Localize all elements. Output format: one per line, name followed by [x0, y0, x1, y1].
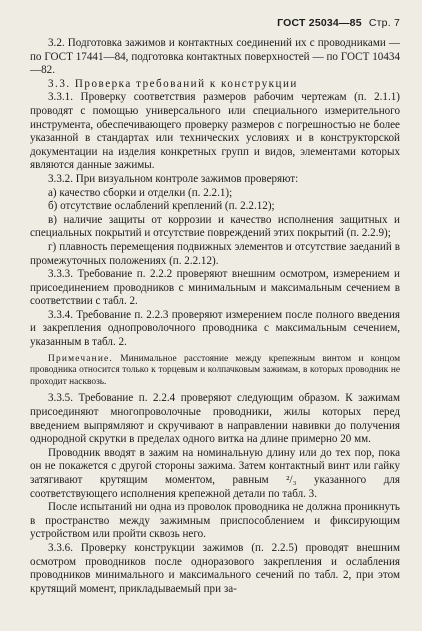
list-item-a: а) качество сборки и отделки (п. 2.2.1); [48, 186, 233, 199]
paragraph-3-3-6: 3.3.6. Проверку конструкции зажимов (п. 2.2.5) проводят внешним осмотром проводников после одноразового закрепления и ослабления проводников минимального и максимального сечений по табл. 2, при этом крутящий момент, прикладываемый при за- [30, 541, 400, 595]
document-body [30, 37, 400, 596]
note-block [30, 354, 400, 389]
section-heading-3-3: 3.3. Проверка требований к конструкции [48, 77, 298, 90]
standard-number: ГОСТ 25034—85 [277, 17, 362, 29]
list-item-g: г) плавность перемещения подвижных элементов и отсутствие заеданий в промежуточных положениях (п. 2.2.12). [30, 240, 400, 267]
note-text: Минимальное расстояние между крепежным винтом и концом проводника относится только к торцевым и колпачковым зажимам, в которых проводник не проходит насквозь. [30, 353, 401, 387]
paragraph-3-3-4: 3.3.4. Требование п. 2.2.3 проверяют измерением после полного введения и закрепления однопроволочного проводника с максимальным сечением, указанным в табл. 2. [30, 308, 400, 349]
list-item-v: в) наличие защиты от коррозии и качество исполнения защитных и специальных покрытий и отсутствие повреждений этих покрытий (п. 2.2.9); [30, 213, 400, 240]
paragraph-3-3-3: 3.3.3. Требование п. 2.2.2 проверяют внешним осмотром, измерением и присоединением проводников с минимальным и максимальным сечением в соответствии с табл. 2. [30, 268, 400, 308]
list-item-b: б) отсутствие ослаблений креплений (п. 2.2.12); [48, 200, 275, 213]
paragraph-conductor-insertion: Проводник вводят в зажим на номинальную длину или до тех пор, пока он не покажется с другой стороны зажима. Затем контактный винт или гайку затягивают крутящим моментом, равным ²/₃ указанного для соответствующего исполнения крепежной детали по табл. 3. [30, 446, 400, 500]
page-number: Стр. 7 [368, 17, 400, 29]
paragraph-3-3-1: 3.3.1. Проверку соответствия размеров рабочим чертежам (п. 2.1.1) проводят с помощью универсального или специального измерительного инструмента, обеспечивающего проверку размеров с погрешностью не более указанной в стандартах или технических условиях и в конструкторской документации на изделия конкретных групп и видов, элементами которых являются данные зажимы. [30, 91, 400, 172]
page-header [30, 17, 400, 37]
paragraph-3-2: 3.2. Подготовка зажимов и контактных соединений их с проводниками — по ГОСТ 17441—84, подготовка контактных поверхностей — по ГОСТ 10434—82. [30, 37, 400, 77]
paragraph-3-3-2: 3.3.2. При визуальном контроле зажимов проверяют: [48, 172, 299, 185]
paragraph-after-tests: После испытаний ни одна из проволок проводника не должна проникнуть в пространство между зажимным приспособлением и фиксирующим устройством или пройти сквозь него. [30, 501, 400, 541]
paragraph-3-3-5: 3.3.5. Требование п. 2.2.4 проверяют следующим образом. К зажимам присоединяют многопроволочные проводники, жилы которых перед введением выпрямляют и скручивают в направлении навивки до получения однородной скрутки в пределах одного витка на длине примерно 20 мм. [30, 392, 400, 446]
note-label: Примечание. [48, 353, 113, 364]
